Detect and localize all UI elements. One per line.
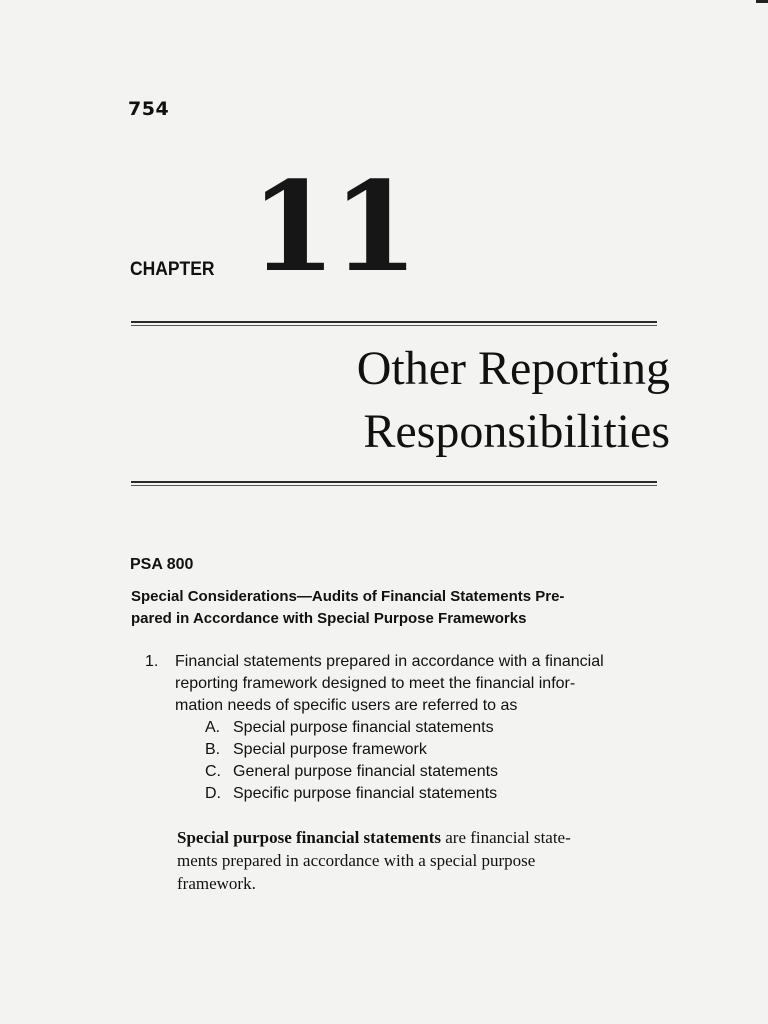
question-text-line: reporting framework designed to meet the financial infor- [175, 675, 576, 692]
page-number: 754 [128, 98, 170, 120]
answer-options [205, 717, 498, 805]
option-text: Special purpose financial statements [233, 719, 494, 736]
answer-explanation-line [177, 826, 667, 849]
question-text [175, 651, 675, 802]
question-number: 1. [145, 653, 159, 670]
answer-explanation-line: ments prepared in accordance with a special purpose [177, 851, 536, 870]
option-letter: A. [205, 719, 221, 736]
answer-explanation-text: are financial state- [440, 828, 571, 847]
chapter-title-line: Other Reporting [356, 342, 670, 395]
answer-option [205, 739, 498, 761]
option-letter: D. [205, 785, 221, 802]
section-title-line: pared in Accordance with Special Purpose Frameworks [131, 610, 527, 627]
section-title-line: Special Considerations—Audits of Financial Statements Pre- [131, 588, 565, 605]
option-letter: B. [205, 741, 221, 758]
question-text-line: Financial statements prepared in accordance with a financial [175, 653, 604, 670]
answer-explanation [177, 826, 667, 895]
answer-explanation-line: framework. [177, 874, 256, 893]
option-text: General purpose financial statements [233, 763, 499, 780]
standard-heading: PSA 800 [130, 556, 194, 573]
chapter-label: CHAPTER [130, 259, 215, 280]
answer-option [205, 783, 498, 805]
option-text: Special purpose framework [233, 741, 427, 758]
option-letter: C. [205, 763, 221, 780]
answer-option [205, 761, 498, 783]
question-text-line: mation needs of specific users are referred to as [175, 697, 518, 714]
option-text: Specific purpose financial statements [233, 785, 498, 802]
title-rule-bottom [131, 481, 657, 486]
chapter-title-line: Responsibilities [363, 405, 670, 458]
chapter-title [250, 337, 670, 463]
chapter-number: 11 [250, 155, 415, 300]
scan-corner-mark [756, 0, 768, 3]
title-rule-top [131, 321, 657, 326]
defined-term: Special purpose financial statements [177, 828, 441, 847]
section-title [131, 586, 671, 630]
answer-option [205, 717, 498, 739]
